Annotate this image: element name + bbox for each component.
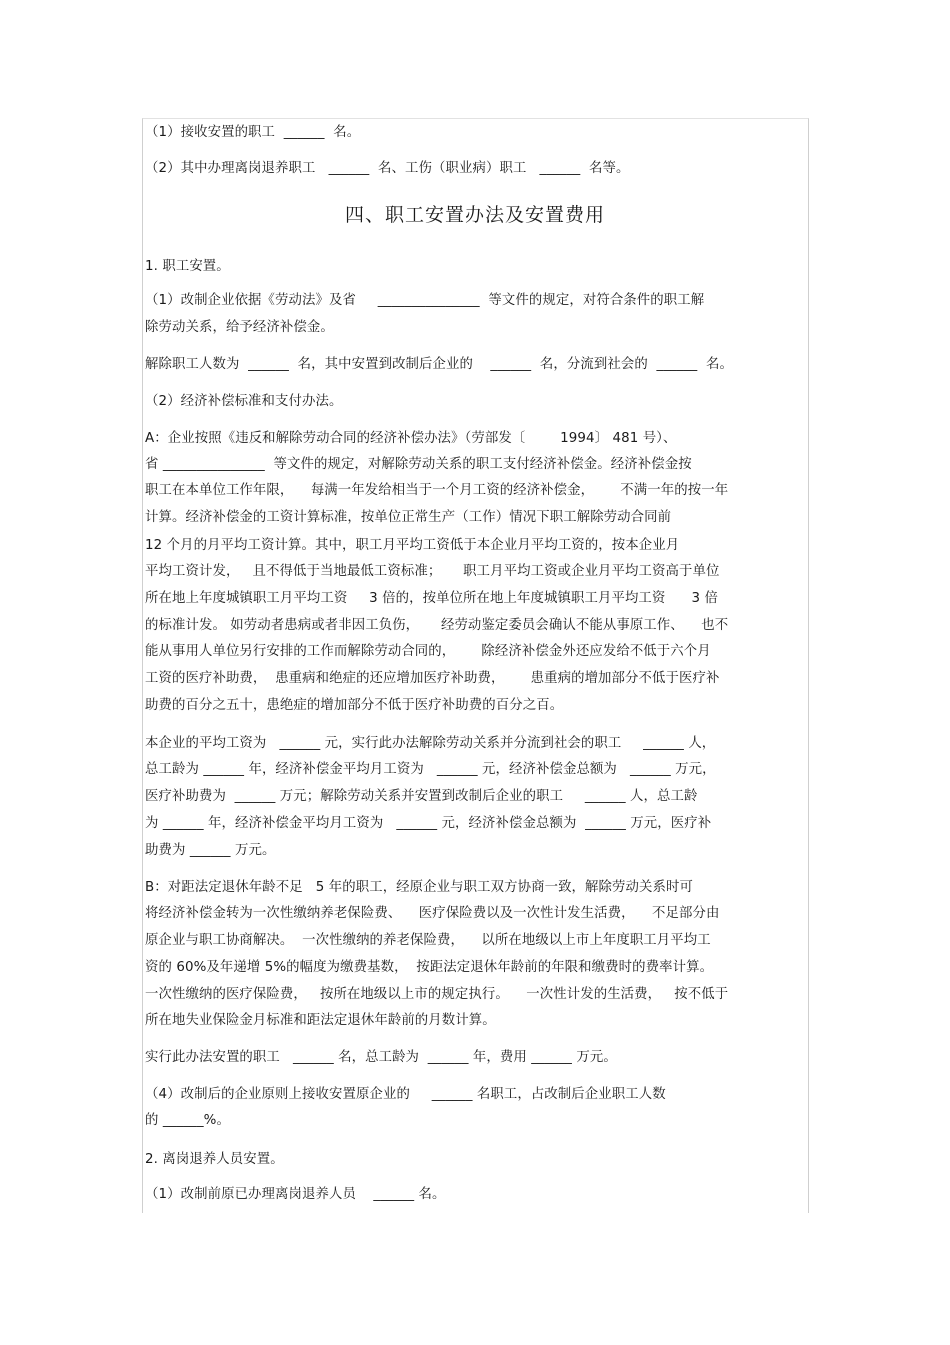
text-line: 资的 60%及年递增 5%的幅度为缴费基数， 按距法定退休年龄前的年限和缴费时的费率计算。 [145,960,714,975]
text-line: 除劳动关系，给予经济补偿金。 [145,320,334,335]
text-line: （2）经济补偿标准和支付办法。 [145,394,343,409]
text-line: 总工龄为 ______ 年，经济补偿金平均月工资为 ______ 元，经济补偿金总额为 ______ 万元， [145,762,716,777]
text-line: 12 个月的月平均工资计算。其中，职工月平均工资低于本企业月平均工资的，按本企业月 [145,538,680,553]
text-line: （4）改制后的企业原则上接收安置原企业的 ______ 名职工，占改制后企业职工人数 [145,1087,666,1102]
text-line: 为 ______ 年，经济补偿金平均月工资为 ______ 元，经济补偿金总额为 ______ 万元，医疗补 [145,816,712,831]
text-line: 平均工资计发， 且不得低于当地最低工资标准； 职工月平均工资或企业月平均工资高于单位 [145,564,720,579]
text-line: 省 _______________ 等文件的规定，对解除劳动关系的职工支付经济补偿金。经济补偿金按 [145,457,692,472]
text-line: 职工在本单位工作年限， 每满一年发给相当于一个月工资的经济补偿金， 不满一年的按一年 [145,483,729,498]
text-line: （2）其中办理离岗退养职工 ______ 名、工伤（职业病）职工 ______ 名等。 [145,161,630,176]
text-line: 医疗补助费为 ______ 万元；解除劳动关系并安置到改制后企业的职工 ______ 人，总工龄 [145,789,698,804]
text-line: （1）改制前原已办理离岗退养人员 ______ 名。 [145,1187,446,1202]
section-title: 四、职工安置办法及安置费用 [344,204,605,226]
text-line: 工资的医疗补助费， 患重病和绝症的还应增加医疗补助费， 患重病的增加部分不低于医疗补 [145,671,720,686]
text-line: B：对距法定退休年龄不足 5 年的职工，经原企业与职工双方协商一致，解除劳动关系时可 [145,880,693,895]
text-line: （1）改制企业依据《劳动法》及省 _______________ 等文件的规定，对符合条件的职工解 [145,293,705,308]
text-line: 实行此办法安置的职工 ______ 名，总工龄为 ______ 年，费用 ______ 万元。 [145,1050,617,1065]
text-line: 所在地失业保险金月标准和距法定退休年龄前的月数计算。 [145,1013,496,1028]
text-line: 的标准计发。 如劳动者患病或者非因工负伤， 经劳动鉴定委员会确认不能从事原工作、 也不 [145,618,729,633]
text-line: 1. 职工安置。 [145,259,230,274]
text-line: （1）接收安置的职工 ______ 名。 [145,125,361,140]
text-line: 一次性缴纳的医疗保险费， 按所在地级以上市的规定执行。 一次性计发的生活费， 按不低于 [145,987,729,1002]
text-line: 能从事用人单位另行安排的工作而解除劳动合同的， 除经济补偿金外还应发给不低于六个月 [145,644,711,659]
text-line: 助费为 ______ 万元。 [145,843,276,858]
text-line: 解除职工人数为 ______ 名，其中安置到改制后企业的 ______ 名，分流到社会的 ______ 名。 [145,357,734,372]
text-line: A：企业按照《违反和解除劳动合同的经济补偿办法》（劳部发〔 1994〕 481 号）、 [145,431,677,446]
text-line: 所在地上年度城镇职工月平均工资 3 倍的，按单位所在地上年度城镇职工月平均工资 3 倍 [145,591,719,606]
text-line: 将经济补偿金转为一次性缴纳养老保险费、 医疗保险费以及一次性计发生活费， 不足部分由 [145,906,720,921]
text-line: 计算。经济补偿金的工资计算标准，按单位正常生产（工作）情况下职工解除劳动合同前 [145,510,672,525]
text-line: 的 ______%。 [145,1113,230,1128]
text-line: 助费的百分之五十，患绝症的增加部分不低于医疗补助费的百分之百。 [145,698,564,713]
text-line: 原企业与职工协商解决。 一次性缴纳的养老保险费， 以所在地级以上市上年度职工月平均工 [145,933,711,948]
text-line: 2. 离岗退养人员安置。 [145,1152,284,1167]
text-line: 本企业的平均工资为 ______ 元，实行此办法解除劳动关系并分流到社会的职工 ______ 人， [145,736,716,751]
